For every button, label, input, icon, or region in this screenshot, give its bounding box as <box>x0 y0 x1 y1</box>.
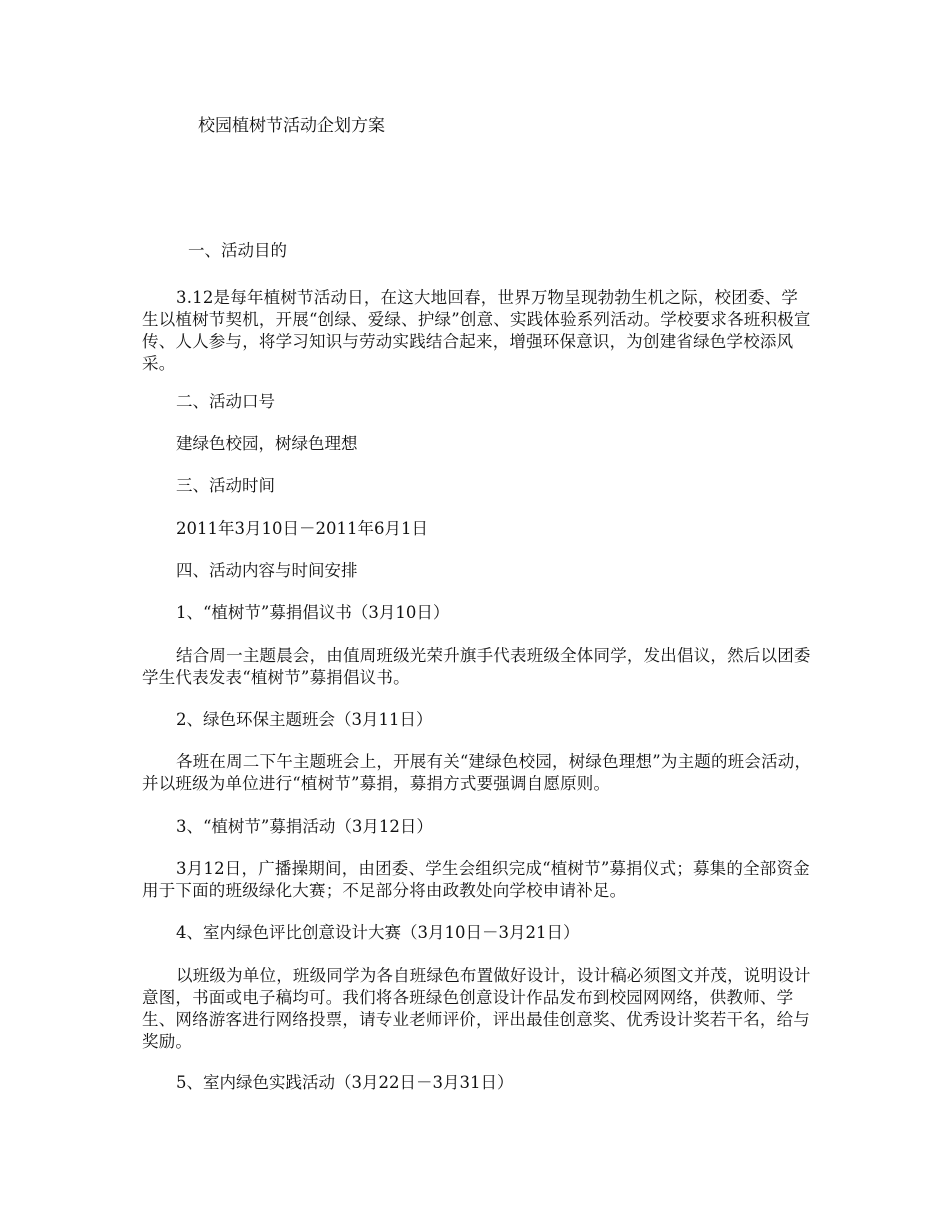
section-body-purpose: 3.12是每年植树节活动日，在这大地回春，世界万物呈现勃勃生机之际，校团委、学生以植树节契机，开展“创绿、爱绿、护绿”创意、实践体验系列活动。学校要求各班积极宣传、人人参与，将学习知识与劳动实践结合起来，增强环保意识，为创建省绿色学校添风采。 <box>142 288 811 373</box>
item-body-4: 以班级为单位，班级同学为各自班绿色布置做好设计，设计稿必须图文并茂，说明设计意图，书面或电子稿均可。我们将各班绿色创意设计作品发布到校园网网络，供教师、学生、网络游客进行网络投票，请专业老师评价，评出最佳创意奖、优秀设计奖若干名，给与奖励。 <box>142 966 811 1051</box>
section-heading-purpose: 一、活动目的 <box>188 241 287 260</box>
item-heading-4: 4、室内绿色评比创意设计大赛（3月10日－3月21日） <box>176 923 580 942</box>
section-heading-slogan: 二、活动口号 <box>176 392 275 411</box>
item-heading-2: 2、绿色环保主题班会（3月11日） <box>176 710 433 729</box>
section-heading-content: 四、活动内容与时间安排 <box>176 561 358 580</box>
item-heading-1: 1、“植树节”募捐倡议书（3月10日） <box>176 603 450 622</box>
item-body-1: 结合周一主题晨会，由值周班级光荣升旗手代表班级全体同学，发出倡议，然后以团委学生代表发表“植树节”募捐倡议书。 <box>142 646 811 687</box>
item-body-2: 各班在周二下午主题班会上，开展有关“建绿色校园，树绿色理想”为主题的班会活动，并以班级为单位进行“植树节”募捐，募捐方式要强调自愿原则。 <box>142 752 812 793</box>
item-heading-3: 3、“植树节”募捐活动（3月12日） <box>176 817 433 836</box>
section-body-time: 2011年3月10日－2011年6月1日 <box>176 519 428 538</box>
item-heading-5: 5、室内绿色实践活动（3月22日－3月31日） <box>176 1073 514 1092</box>
section-heading-time: 三、活动时间 <box>176 476 275 495</box>
item-body-3: 3月12日，广播操期间，由团委、学生会组织完成“植树节”募捐仪式；募集的全部资金用于下面的班级绿化大赛；不足部分将由政教处向学校申请补足。 <box>142 859 810 900</box>
section-body-slogan: 建绿色校园，树绿色理想 <box>176 434 358 453</box>
document-title: 校园植树节活动企划方案 <box>198 116 385 136</box>
